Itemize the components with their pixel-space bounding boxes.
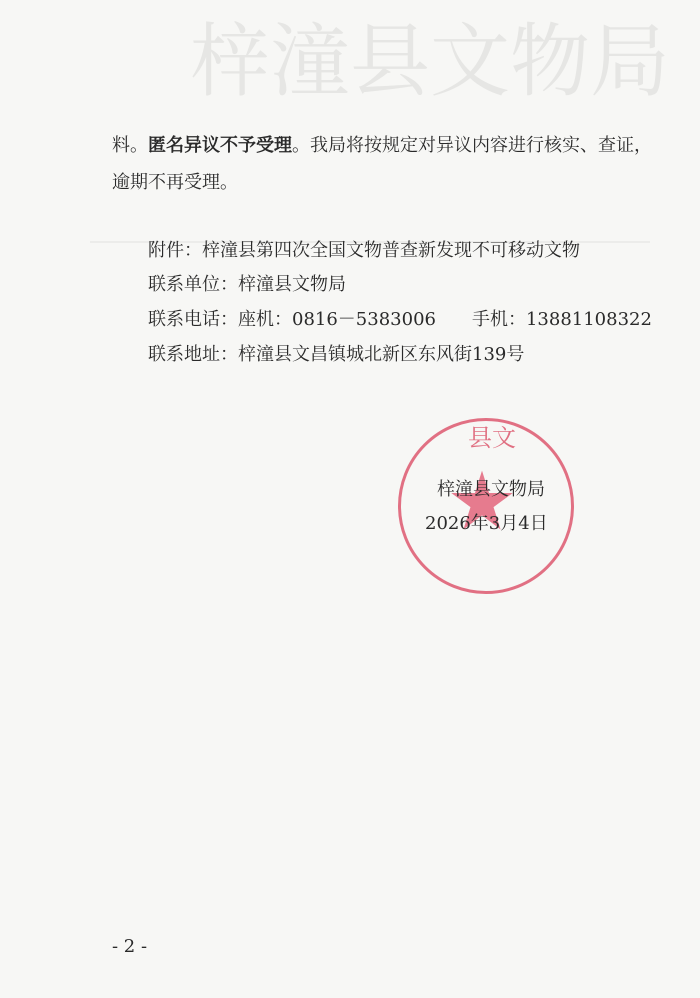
body-line-1 bbox=[112, 131, 652, 157]
text: 。我局将按规定对异议内容进行核实、查证， bbox=[292, 135, 652, 156]
attachment: 附件：梓潼县第四次全国文物普查新发现不可移动文物 bbox=[148, 240, 580, 261]
contact-address: 联系地址：梓潼县文昌镇城北新区东风街139号 bbox=[148, 344, 525, 365]
seal-char: 县文 bbox=[468, 424, 516, 452]
body-line-2: 逾期不再受理。 bbox=[112, 172, 238, 193]
text: 料。 bbox=[112, 135, 148, 156]
bold-text: 匿名异议不予受理 bbox=[148, 135, 292, 156]
contact-phone: 联系电话：座机：0816－5383006 手机：13881108322 bbox=[148, 309, 652, 330]
contact-unit: 联系单位：梓潼县文物局 bbox=[148, 274, 346, 295]
signature-date: 2026年3月4日 bbox=[425, 513, 548, 534]
page-number: - 2 - bbox=[112, 936, 148, 957]
bleed-through-watermark: 梓潼县文物局 bbox=[190, 15, 670, 108]
signature-org: 梓潼县文物局 bbox=[437, 479, 545, 500]
